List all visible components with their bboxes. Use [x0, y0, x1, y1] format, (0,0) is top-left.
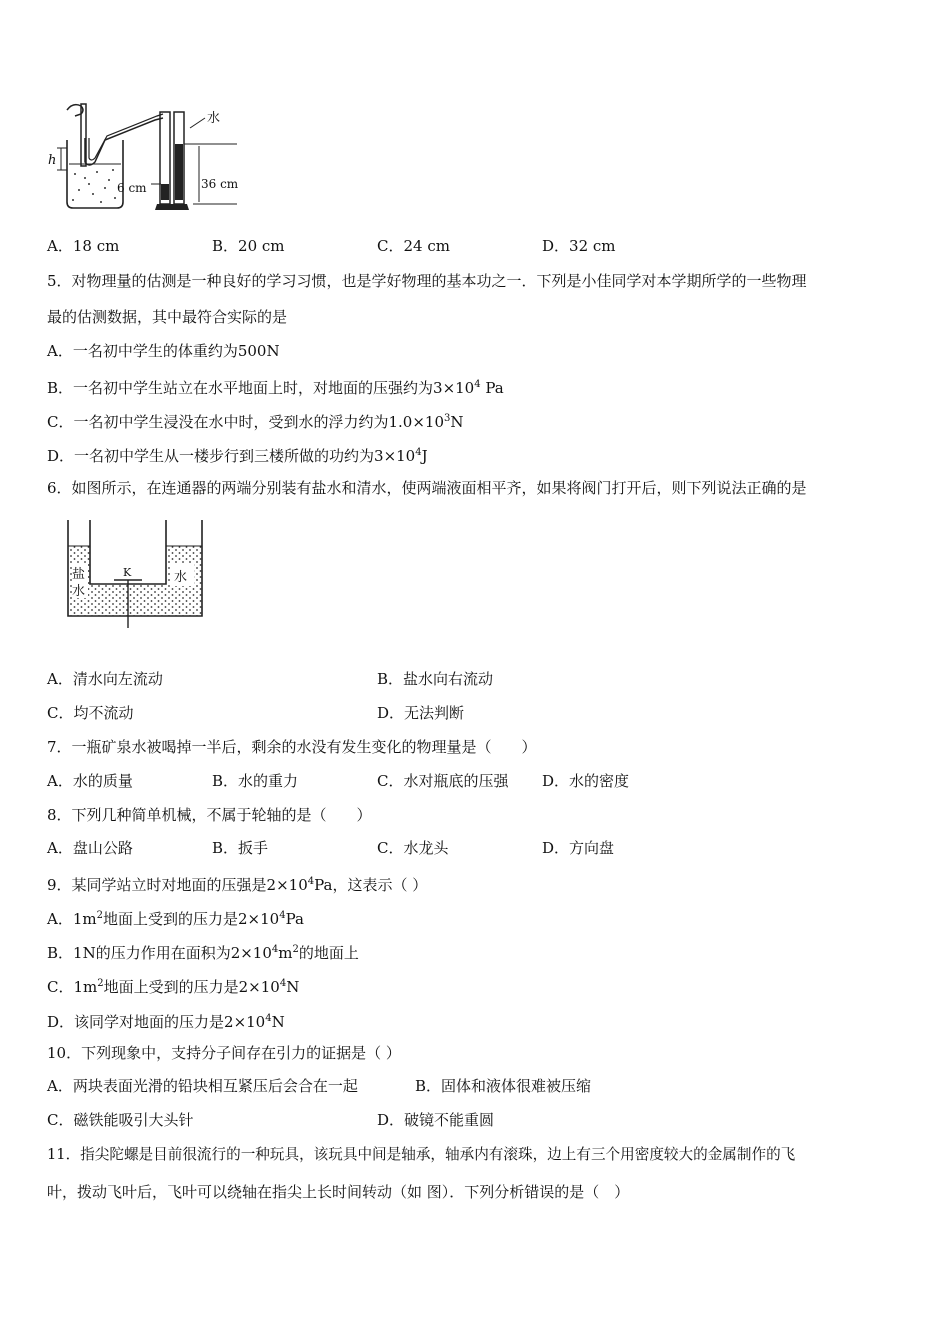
q11-stem-line1: 11．指尖陀螺是目前很流行的一种玩具，该玩具中间是轴承，轴承内有滚珠，边上有三个用密度较大的金属制作的飞	[47, 1146, 796, 1163]
q9-stem	[47, 872, 427, 895]
q9-a-exp2: 4	[279, 910, 286, 921]
q9-c-text: C．1m	[47, 978, 98, 996]
q9-d-unit: N	[271, 1013, 285, 1031]
q5-option-c	[47, 409, 464, 432]
q9-d-exp: 4	[265, 1013, 272, 1024]
q6-stem: 6．如图所示，在连通器的两端分别装有盐水和清水，使两端液面相平齐，如果将阀门打开后，则下列说法正确的是	[47, 479, 807, 497]
q4-option-b: B．20 cm	[212, 237, 285, 255]
q9-a-text: A．1m	[47, 910, 97, 928]
q9-c-unit: N	[286, 978, 300, 996]
q9-c-exp1: 2	[97, 978, 104, 989]
q7-option-b: B．水的重力	[212, 772, 299, 790]
q5-option-a: A．一名初中学生的体重约为500N	[47, 342, 280, 360]
q9-stem-text: 9．某同学站立时对地面的压强是2×10	[47, 876, 308, 894]
q5-b-unit: Pa	[480, 379, 504, 397]
figure-q4-siphon-apparatus	[45, 98, 245, 218]
q5-stem-line1: 5．对物理量的估测是一种良好的学习习惯，也是学好物理的基本功之一．下列是小佳同学对本学期所学的一些物理	[47, 272, 807, 290]
label-valve-k: K	[123, 566, 132, 579]
q5-b-exp: 4	[474, 379, 481, 390]
q10-stem: 10．下列现象中，支持分子间存在引力的证据是（ ）	[47, 1044, 401, 1062]
q8-option-a: A．盘山公路	[47, 839, 133, 857]
q7-option-c: C．水对瓶底的压强	[377, 772, 509, 790]
q6-option-d: D．无法判断	[377, 704, 465, 722]
q10-option-b: B．固体和液体很难被压缩	[415, 1077, 592, 1095]
q5-d-text: D．一名初中学生从一楼步行到三楼所做的功约为3×10	[47, 447, 416, 465]
q5-option-d	[47, 443, 428, 466]
q9-b-exp2: 2	[292, 944, 299, 955]
q9-option-c	[47, 974, 299, 997]
label-6cm: 6 cm	[117, 181, 147, 195]
label-water: 水	[207, 111, 221, 126]
q9-b-tail: 的地面上	[298, 944, 359, 962]
q10-option-d: D．破镜不能重圆	[377, 1111, 495, 1129]
q9-c-exp2: 4	[279, 978, 287, 989]
q8-option-c: C．水龙头	[377, 839, 449, 857]
q9-a-unit: Pa	[285, 910, 304, 928]
q9-option-b	[47, 940, 359, 963]
q5-c-exp: 3	[444, 413, 451, 424]
label-salt-water: 水	[72, 584, 86, 599]
q5-c-text: C．一名初中学生浸没在水中时，受到水的浮力约为1.0×10	[47, 413, 444, 431]
q9-b-text: B．1N的压力作用在面积为2×10	[47, 944, 272, 962]
q10-option-c: C．磁铁能吸引大头针	[47, 1111, 194, 1129]
q5-stem-line2: 最的估测数据，其中最符合实际的是	[47, 308, 288, 326]
q9-b-mid: m	[278, 944, 293, 962]
figure-q6-connected-vessel	[62, 518, 212, 630]
q9-a-mid: 地面上受到的压力是2×10	[102, 910, 280, 928]
q4-option-c: C．24 cm	[377, 237, 450, 255]
label-fresh-water: 水	[174, 570, 188, 585]
label-36cm: 36 cm	[201, 177, 239, 191]
q4-option-a: A．18 cm	[47, 237, 120, 255]
q9-c-mid: 地面上受到的压力是2×10	[103, 978, 280, 996]
q8-option-b: B．扳手	[212, 839, 269, 857]
q9-stem-exp: 4	[307, 876, 315, 887]
q5-c-unit: N	[450, 413, 464, 431]
q6-option-c: C．均不流动	[47, 704, 134, 722]
q9-option-d	[47, 1009, 285, 1032]
q9-b-exp1: 4	[271, 944, 279, 955]
q7-stem: 7．一瓶矿泉水被喝掉一半后，剩余的水没有发生变化的物理量是（ ）	[47, 738, 537, 756]
q9-option-a	[47, 906, 304, 929]
q4-option-d: D．32 cm	[542, 237, 616, 255]
q5-b-text: B．一名初中学生站立在水平地面上时，对地面的压强约为3×10	[47, 379, 475, 397]
q9-d-text: D．该同学对地面的压力是2×10	[47, 1013, 266, 1031]
q8-option-d: D．方向盘	[542, 839, 615, 857]
q6-option-b: B．盐水向右流动	[377, 670, 494, 688]
q7-option-d: D．水的密度	[542, 772, 630, 790]
q9-a-exp1: 2	[96, 910, 103, 921]
q5-d-unit: J	[421, 447, 428, 465]
q6-option-a: A．清水向左流动	[47, 670, 163, 688]
q7-option-a: A．水的质量	[47, 772, 133, 790]
q8-stem: 8．下列几种简单机械，不属于轮轴的是（ ）	[47, 806, 372, 824]
q5-option-b	[47, 375, 504, 398]
q11-stem-line2: 叶，拨动飞叶后，飞叶可以绕轴在指尖上长时间转动（如 图）．下列分析错误的是（ ）	[47, 1183, 630, 1201]
q5-d-exp: 4	[415, 447, 422, 458]
q10-option-a: A．两块表面光滑的铅块相互紧压后会合在一起	[47, 1077, 358, 1095]
q9-stem-tail: Pa，这表示（ ）	[314, 876, 428, 894]
label-salt: 盐	[72, 567, 86, 582]
label-h: h	[48, 153, 57, 168]
